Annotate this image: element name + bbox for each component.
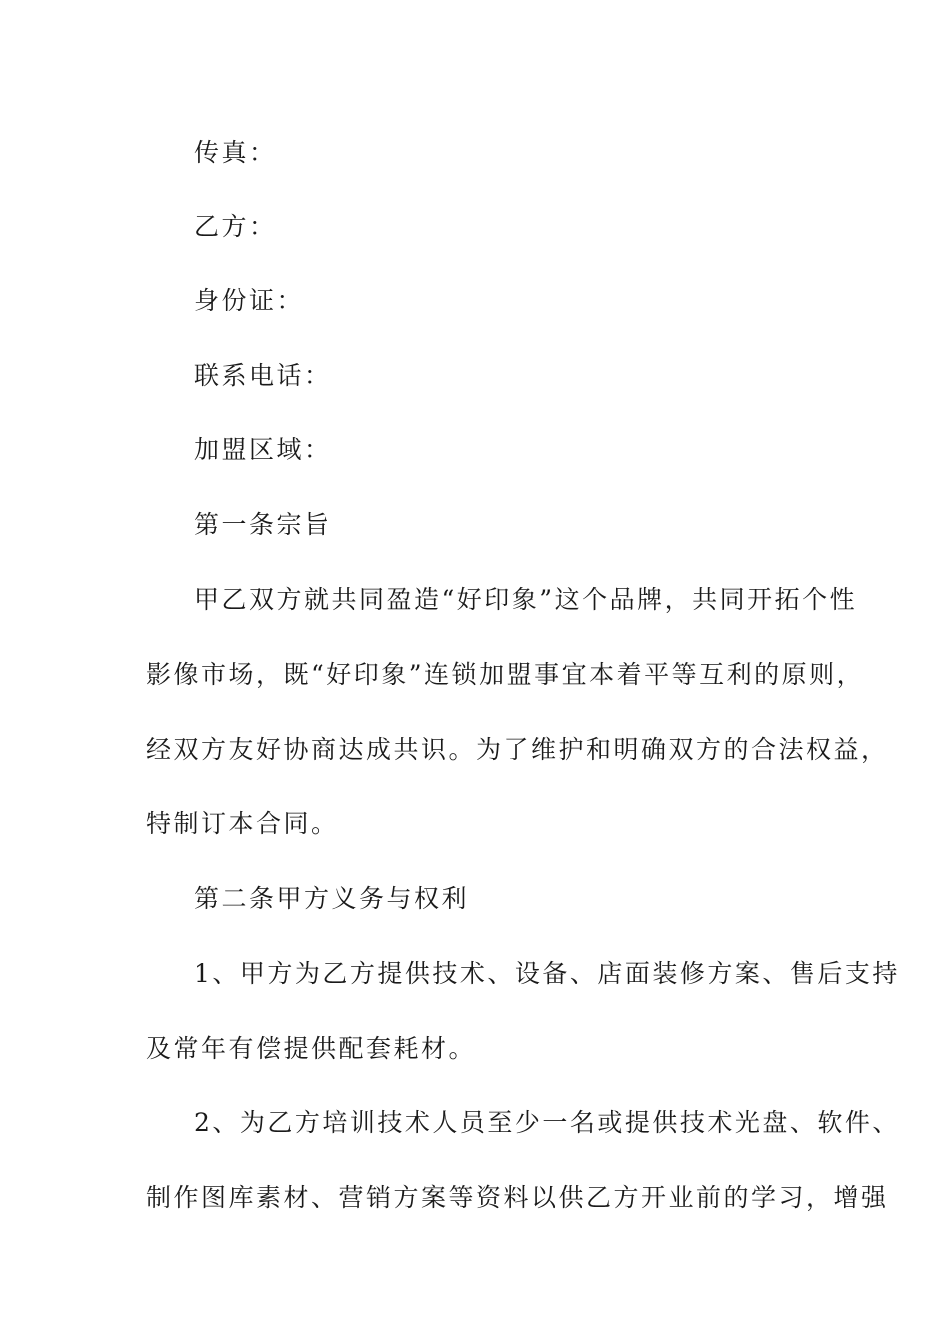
article-2-item-1-line: 1、甲方为乙方提供技术、设备、店面装修方案、售后支持 xyxy=(194,959,900,988)
party-b-label: 乙方： xyxy=(194,212,277,241)
article-2-item-2-line: 制作图库素材、营销方案等资料以供乙方开业前的学习，增强 xyxy=(146,1183,889,1212)
article-2-heading: 第二条甲方义务与权利 xyxy=(194,884,470,913)
id-card-label: 身份证： xyxy=(194,286,305,315)
article-2-item-1-line: 及常年有偿提供配套耗材。 xyxy=(146,1034,477,1063)
article-1-paragraph-line: 甲乙双方就共同盈造“好印象”这个品牌，共同开拓个性 xyxy=(194,585,858,614)
contact-phone-label: 联系电话： xyxy=(194,361,332,390)
article-1-paragraph-line: 特制订本合同。 xyxy=(146,809,339,838)
article-2-item-2-line: 2、为乙方培训技术人员至少一名或提供技术光盘、软件、 xyxy=(194,1108,900,1137)
franchise-area-label: 加盟区域： xyxy=(194,435,332,464)
fax-label: 传真： xyxy=(194,138,277,167)
article-1-heading: 第一条宗旨 xyxy=(194,510,332,539)
article-1-paragraph-line: 影像市场，既“好印象”连锁加盟事宜本着平等互利的原则， xyxy=(146,660,865,689)
article-1-paragraph-line: 经双方友好协商达成共识。为了维护和明确双方的合法权益， xyxy=(146,735,889,764)
